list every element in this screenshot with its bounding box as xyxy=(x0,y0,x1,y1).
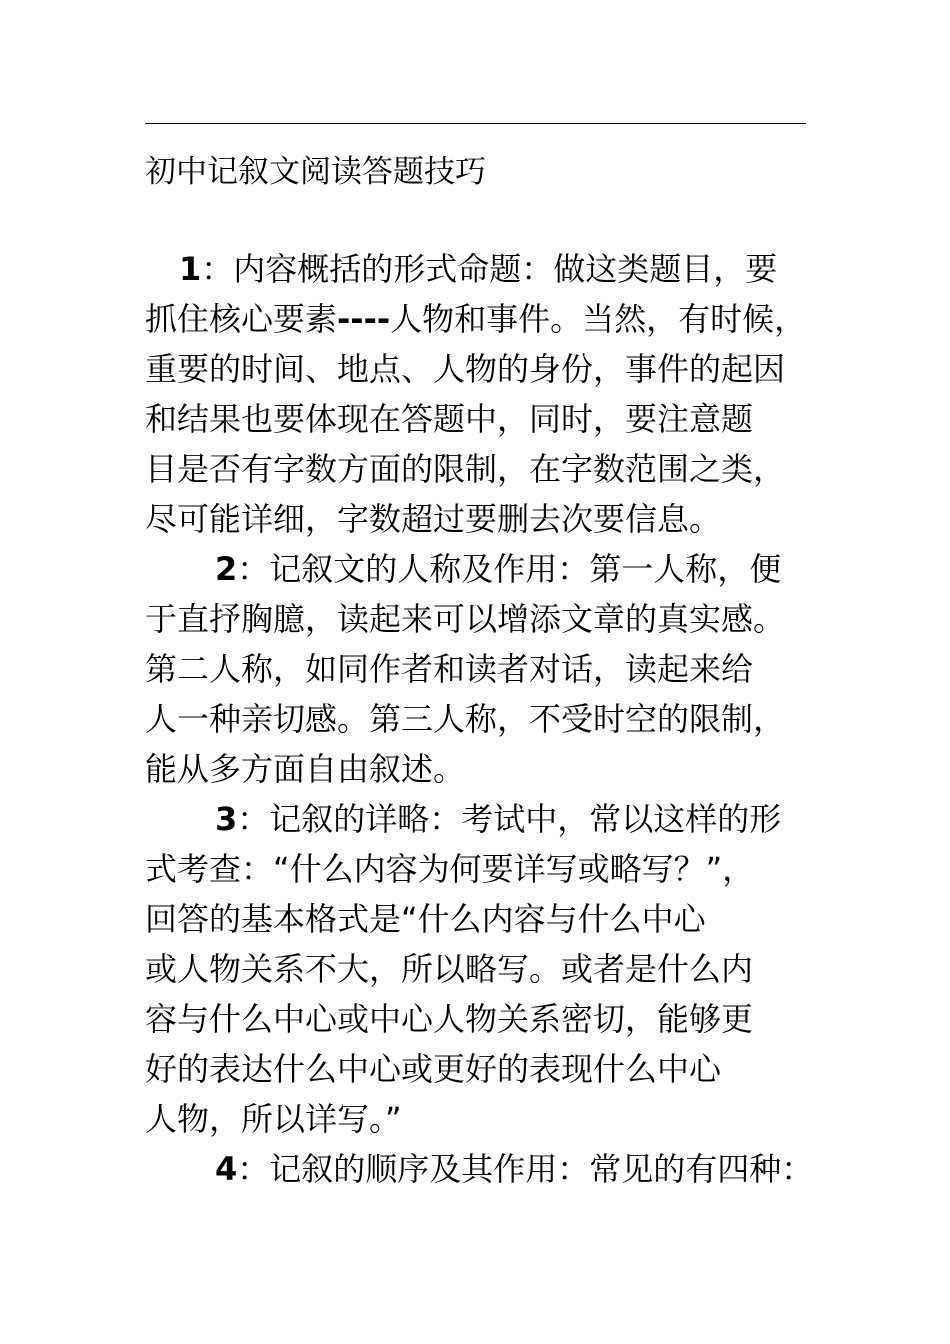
section-number: 1 xyxy=(179,250,202,288)
paragraph-line: 抓住核心要素----人物和事件。当然，有时候， xyxy=(145,300,807,338)
paragraph-line: 容与什么中心或中心人物关系密切，能够更 xyxy=(145,1000,754,1038)
document-body xyxy=(145,244,845,1194)
section-number: 2 xyxy=(215,550,238,588)
paragraph-line: 于直抒胸臆，读起来可以增添文章的真实感。 xyxy=(145,600,786,638)
header-rule xyxy=(145,123,806,124)
paragraph-line: 尽可能详细，字数超过要删去次要信息。 xyxy=(145,500,722,538)
paragraph-line: 3：记叙的详略：考试中，常以这样的形 xyxy=(215,800,782,838)
paragraph-line: 人一种亲切感。第三人称，不受时空的限制， xyxy=(145,700,786,738)
paragraph-line: 好的表达什么中心或更好的表现什么中心 xyxy=(145,1050,722,1088)
paragraph-line: 2：记叙文的人称及作用：第一人称，便 xyxy=(215,550,782,588)
paragraph-line: 回答的基本格式是“什么内容与什么中心 xyxy=(145,900,706,938)
section-number: 4 xyxy=(215,1150,238,1188)
paragraph-line: 能从多方面自由叙述。 xyxy=(145,750,466,788)
paragraph-line: 4：记叙的顺序及其作用：常见的有四种： xyxy=(215,1150,814,1188)
dash-separator: ---- xyxy=(337,300,391,338)
paragraph-line: 目是否有字数方面的限制，在字数范围之类， xyxy=(145,450,786,488)
paragraph-line: 重要的时间、地点、人物的身份，事件的起因 xyxy=(145,350,786,388)
paragraph-line: 1：内容概括的形式命题：做这类题目，要 xyxy=(179,250,778,288)
paragraph-line: 和结果也要体现在答题中，同时，要注意题 xyxy=(145,400,754,438)
paragraph-line: 式考查：“什么内容为何要详写或略写？”， xyxy=(145,850,755,888)
paragraph-line: 第二人称，如同作者和读者对话，读起来给 xyxy=(145,650,754,688)
paragraph-line: 或人物关系不大，所以略写。或者是什么内 xyxy=(145,950,754,988)
paragraph-line: 人物，所以详写。” xyxy=(145,1100,402,1138)
document-title: 初中记叙文阅读答题技巧 xyxy=(145,154,486,190)
section-number: 3 xyxy=(215,800,238,838)
